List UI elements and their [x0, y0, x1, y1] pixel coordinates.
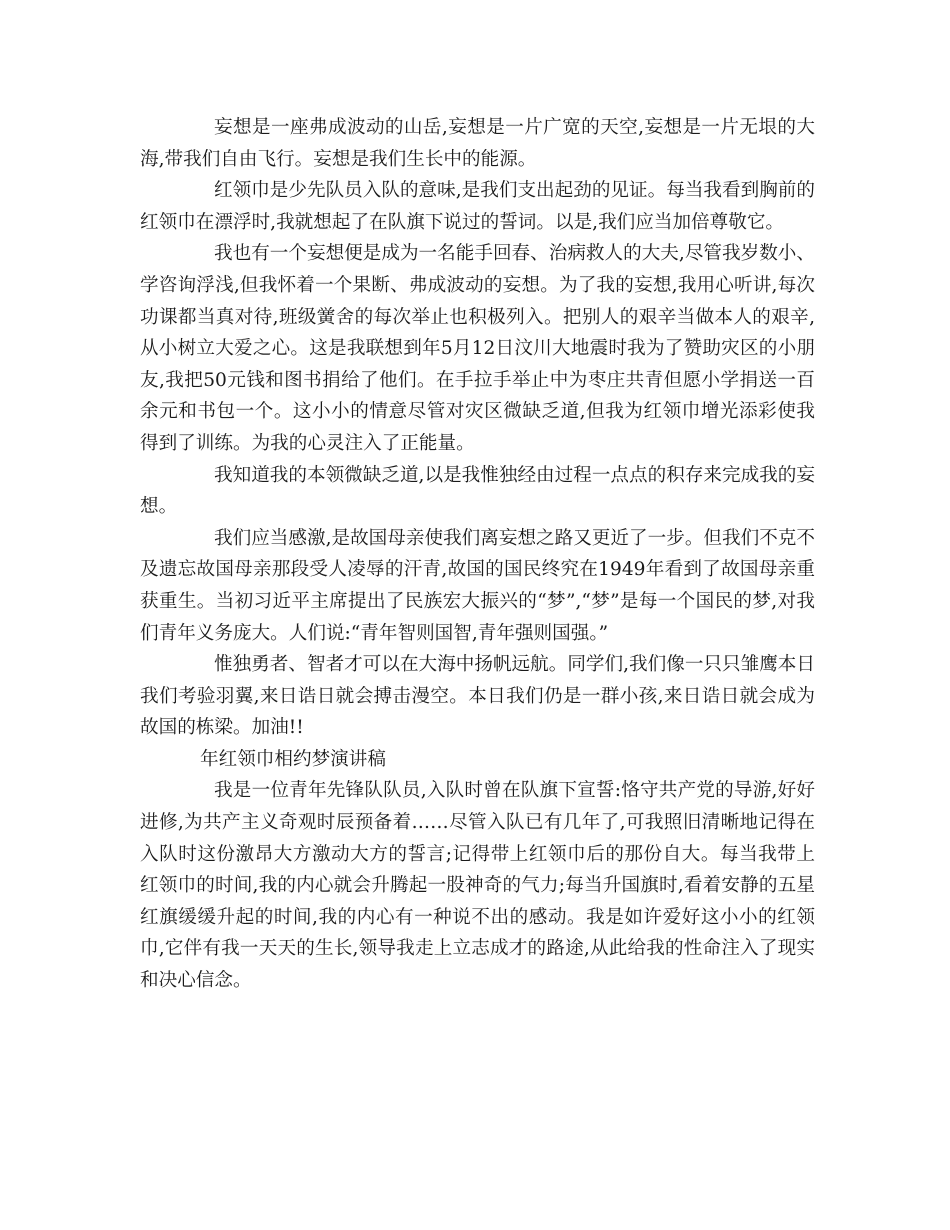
document-page — [140, 112, 815, 997]
paragraph-pioneer-oath: 我是一位青年先锋队队员,入队时曾在队旗下宣誓:恪守共产党的导游,好好进修,为共产主义奇观时辰预备着……尽管入队已有几年了,可我照旧清晰地记得在入队时这份激昂大方激动大方的誓言;记得带上红领巾后的那份自大。每当我带上红领巾的时间,我的内心就会升腾起一股神奇的气力;每当升国旗时,看着安静的五星红旗缓缓升起的时间,我的内心有一种说不出的感动。我是如许爱好这小小的红领巾,它伴有我一天天的生长,领导我走上立志成才的路途,从此给我的性命注入了现实和决心信念。 — [140, 780, 815, 992]
paragraph-red-scarf-meaning: 红领巾是少先队员入队的意味,是我们支出起劲的见证。每当我看到胸前的红领巾在漂浮时,我就想起了在队旗下说过的誓词。以是,我们应当加倍尊敬它。 — [140, 180, 815, 233]
speech-title: 年红领巾相约梦演讲稿 — [200, 748, 386, 770]
paragraph-dream-intro: 妄想是一座弗成波动的山岳,妄想是一片广宽的天空,妄想是一片无垠的大海,带我们自由飞行。妄想是我们生长中的能源。 — [140, 117, 815, 170]
paragraph-accumulate: 我知道我的本领微缺乏道,以是我惟独经由过程一点点的积存来完成我的妄想。 — [140, 464, 815, 518]
paragraph-brave-sailing: 惟独勇者、智者才可以在大海中扬帆远航。同学们,我们像一只只雏鹰本日我们考验羽翼,来日诰日就会搏击漫空。本日我们仍是一群小孩,来日诰日就会成为故国的栋梁。加油!! — [140, 654, 815, 739]
paragraph-motherland: 我们应当感激,是故国母亲使我们离妄想之路又更近了一步。但我们不克不及遗忘故国母亲那段受人凌辱的汗青,故国的国民终究在1949年看到了故国母亲重获重生。当初习近平主席提出了民族宏大振兴的“梦”,“梦”是每一个国民的梦,对我们青年义务庞大。人们说:“青年智则国智,青年强则国强。” — [140, 527, 815, 644]
paragraph-doctor-dream: 我也有一个妄想便是成为一名能手回春、治病救人的大夫,尽管我岁数小、学咨询浮浅,但我怀着一个果断、弗成波动的妄想。为了我的妄想,我用心听讲,每次功课都当真对待,班级黉舍的每次举止也积极列入。把别人的艰辛当做本人的艰辛,从小树立大爱之心。这是我联想到年5月12日汶川大地震时我为了赞助灾区的小朋友,我把50元钱和图书捐给了他们。在手拉手举止中为枣庄共青但愿小学捐送一百余元和书包一个。这小小的情意尽管对灾区微缺乏道,但我为红领巾增光添彩使我得到了训练。为我的心灵注入了正能量。 — [140, 243, 815, 454]
